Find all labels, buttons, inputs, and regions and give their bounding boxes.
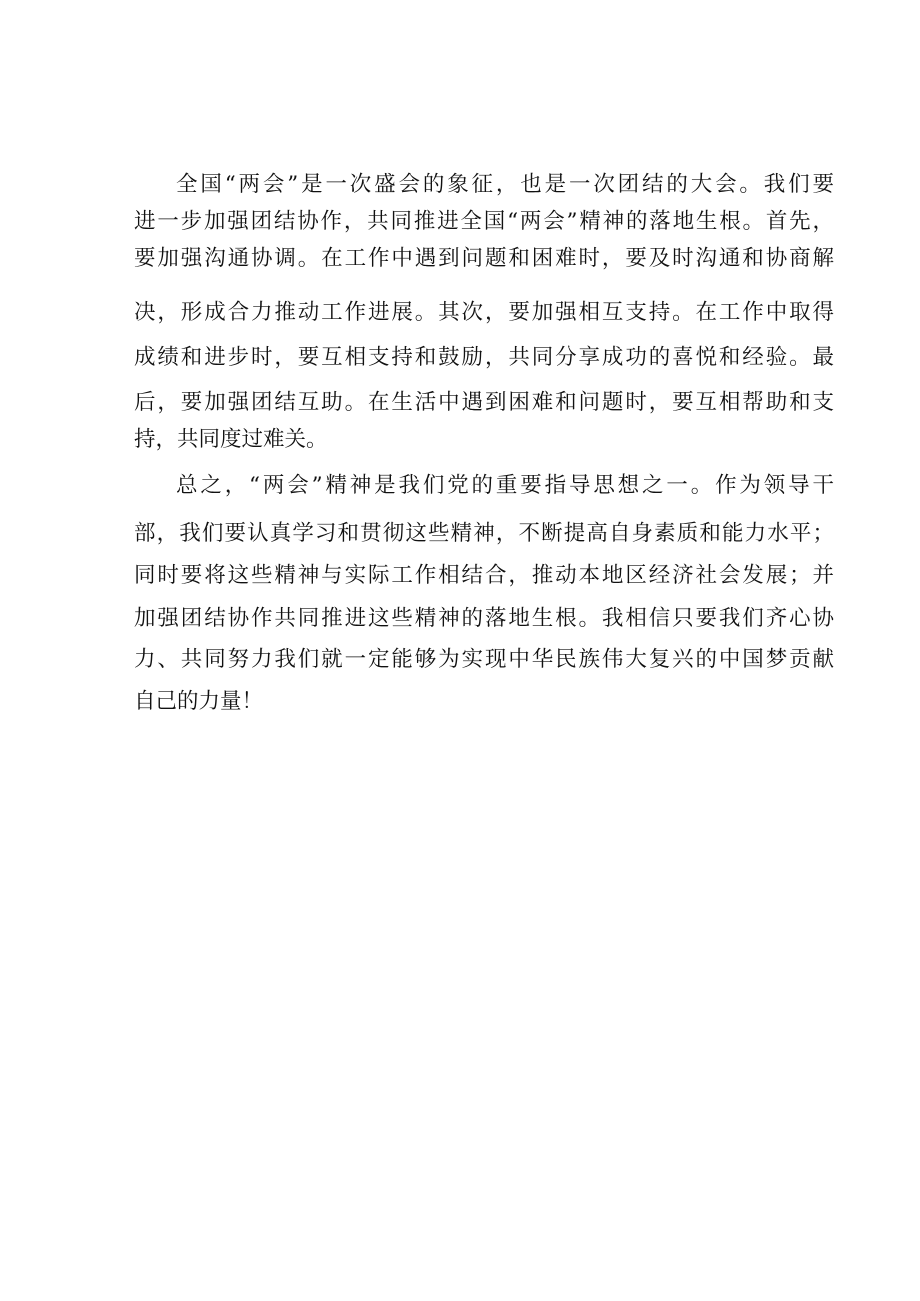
text-line: 进一步加强团结协作，共同推进全国“两会”精神的落地生根。首先，: [134, 209, 834, 234]
text-line: 同时要将这些精神与实际工作相结合，推动本地区经济社会发展；并: [134, 563, 834, 588]
text-line: 后，要加强团结互助。在生活中遇到困难和问题时，要互相帮助和支: [134, 390, 834, 415]
text-line: 力、共同努力我们就一定能够为实现中华民族伟大复兴的中国梦贡献: [134, 647, 834, 672]
text-line: 全国“两会”是一次盛会的象征，也是一次团结的大会。我们要: [176, 172, 834, 197]
text-line: 决，形成合力推动工作进展。其次，要加强相互支持。在工作中取得: [134, 300, 834, 325]
text-line: 加强团结协作共同推进这些精神的落地生根。我相信只要我们齐心协: [134, 606, 834, 631]
text-line: 总之，“两会”精神是我们党的重要指导思想之一。作为领导干: [176, 473, 834, 498]
text-line: 要加强沟通协调。在工作中遇到问题和困难时，要及时沟通和协商解: [134, 246, 834, 271]
text-line: 自己的力量！: [134, 689, 264, 714]
text-line: 成绩和进步时，要互相支持和鼓励，共同分享成功的喜悦和经验。最: [134, 345, 834, 370]
text-line: 持，共同度过难关。: [134, 427, 328, 452]
text-line: 部，我们要认真学习和贯彻这些精神，不断提高自身素质和能力水平；: [134, 521, 834, 546]
